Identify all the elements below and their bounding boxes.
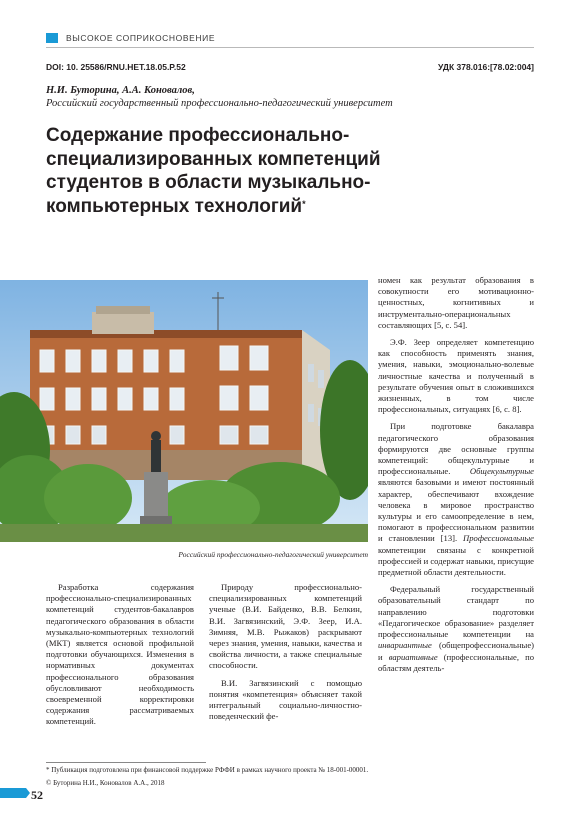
footnote-rule: [46, 762, 206, 763]
text-run: (общепрофессиональные) и: [378, 640, 534, 662]
term-invariant: инвариантные: [378, 640, 432, 651]
paragraph: Природу профессионально-специализированных компетенций ученые (В.И. Байденко, В.В. Белкин, В.И. Загвязинский, Э.Ф. Зеер, И.А. Зимняя, М.В. Рыжаков) раскрывают через знания, умения, навыки, качества и свойства личности, а также специальные способности.: [209, 582, 362, 671]
title-footnote-mark: *: [302, 198, 306, 209]
footnote: * Публикация подготовлена при финансовой поддержке РФФИ в рамках научного проекта № 18-001-00001.: [46, 766, 369, 774]
doi: DOI: 10. 25586/RNU.HET.18.05.P.52: [46, 62, 186, 72]
text-run: Федеральный государственный образовательный стандарт по направлению подготовки «Педагогическое образование» разделяет профессиональные компетенции на: [378, 584, 534, 640]
text-run: При подготовке бакалавра педагогического образования формируются две основные группы компетенций: общекультурные и профессиональные.: [378, 421, 534, 477]
paragraph: [378, 421, 534, 578]
article-title-text: Содержание профессионально-специализированных компетенций студентов в области музыкально-компьютерных технологий: [46, 125, 381, 217]
header-rule: [46, 47, 534, 48]
page-number-marker-icon: [0, 788, 30, 798]
copyright: © Буторина Н.И., Коновалов А.А., 2018: [46, 779, 165, 787]
section-title: ВЫСОКОЕ СОПРИКОСНОВЕНИЕ: [66, 33, 216, 43]
section-marker: [46, 33, 58, 43]
text-run: являются базовыми и имеют постоянный характер, обеспечивают вхождение человека в мировое пространство культуры и его самоопределение в нем, помогают в профессиональном развитии и становлении [13].: [378, 477, 534, 544]
authors: Н.И. Буторина, А.А. Коновалов,: [46, 85, 195, 96]
paragraph: Разработка содержания профессионально-специализированных компетенций студентов-бакалавров педагогического образования в области музыкально-компьютерных технологий (МКТ) является основой профильной подготовки обучающихся. Изменения в нормативных документах профессионального образования обусловливают необходимость своевременной корректировки содержания рассматриваемых компетенций.: [46, 582, 194, 727]
affiliation: Российский государственный профессионально-педагогический университет: [46, 98, 393, 109]
paragraph: В.И. Загвязинский с помощью понятия «компетенция» объясняет такой интегральный социально-личностно-поведенческий фе-: [209, 677, 362, 722]
text-run: компетенции связаны с конкретной профессией и содержат навыки, присущие предметной области деятельности.: [378, 544, 534, 578]
column-left: [46, 582, 194, 728]
term-variable: вариативные: [388, 651, 438, 662]
column-right: [378, 275, 534, 674]
term-professional: Профессиональные: [463, 533, 534, 544]
column-middle: [209, 582, 362, 722]
paragraph: номен как результат образования в совокупности его мотивационно-ценностных, когнитивных и инструментально-операциональных составляющих [5, с. 54].: [378, 275, 534, 330]
text-run: (профессиональные, по областям деятель-: [378, 651, 534, 673]
term-general-cultural: Общекультурные: [469, 466, 534, 477]
paragraph: Э.Ф. Зеер определяет компетенцию как способность применять знания, умения, навыки, эмоционально-волевые личностные качества и полученный в результате обучения опыт в сложившихся жизненных, в том числе профессиональных, ситуациях [6, с. 8].: [378, 337, 534, 415]
page-number: 52: [31, 788, 43, 802]
paragraph: [378, 584, 534, 674]
udc-code: УДК 378.016:[78.02:004]: [438, 62, 534, 72]
photo-caption: Российский профессионально-педагогический университет: [178, 550, 368, 559]
university-photo: [0, 280, 368, 542]
article-title: [46, 124, 466, 218]
